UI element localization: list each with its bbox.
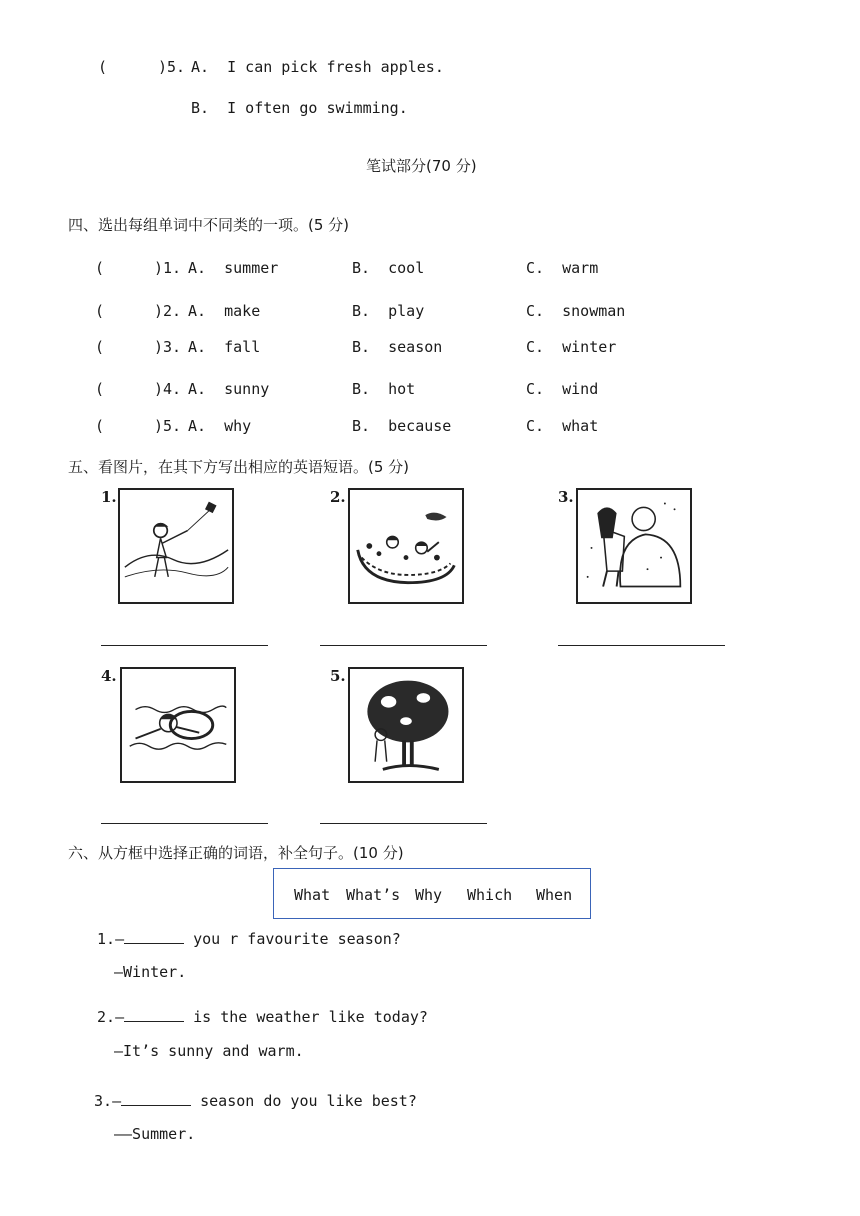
item-number: 1. (97, 930, 116, 948)
answer-text: —It’s sunny and warm. (114, 1042, 304, 1060)
girl-picking-fruit-tree-icon (348, 667, 464, 783)
option-c: C. winter (526, 338, 617, 356)
question-text: you r favourite season? (184, 930, 401, 948)
option-b: B. because (352, 417, 452, 435)
option-b: B. season (352, 338, 443, 356)
word-option: Which (467, 886, 513, 904)
question-text: season do you like best? (191, 1092, 417, 1110)
item-number: 3. (94, 1092, 113, 1110)
kids-playing-in-leaves-icon (348, 488, 464, 604)
fill-blank[interactable] (121, 1090, 191, 1106)
answer-line[interactable] (320, 823, 487, 824)
option-b: B. play (352, 302, 425, 320)
option-c: C. wind (526, 380, 599, 398)
section4-heading: 四、选出每组单词中不同类的一项。(5 分) (68, 216, 350, 234)
option-b: B. hot (352, 380, 416, 398)
picture-number: 1. (101, 488, 117, 506)
row-number: )1. (154, 259, 182, 277)
option-a: A. why (188, 417, 252, 435)
option-b: B. cool (352, 259, 425, 277)
answer-paren-open[interactable]: ( (98, 58, 108, 76)
answer-paren[interactable]: ( (95, 338, 105, 356)
question-line (97, 928, 401, 949)
word-option: What (294, 886, 331, 904)
written-part-title: 笔试部分(70 分) (366, 157, 477, 175)
option-b: B. I often go swimming. (191, 99, 408, 117)
option-c: C. what (526, 417, 599, 435)
word-option: When (536, 886, 573, 904)
option-a: A. make (188, 302, 261, 320)
dash: — (112, 1092, 122, 1110)
section5-heading: 五、看图片，在其下方写出相应的英语短语。(5 分) (68, 458, 410, 476)
picture-number: 3. (558, 488, 574, 506)
option-a: A. I can pick fresh apples. (191, 58, 444, 76)
item-number: 2. (97, 1008, 116, 1026)
option-c: C. snowman (526, 302, 626, 320)
answer-paren[interactable]: ( (95, 417, 105, 435)
word-option: What’s (346, 886, 401, 904)
word-bank-box (273, 868, 591, 919)
row-number: )3. (154, 338, 182, 356)
row-number: )2. (154, 302, 182, 320)
word-option: Why (415, 886, 443, 904)
dash: — (115, 1008, 125, 1026)
answer-line[interactable] (558, 645, 725, 646)
girl-making-snowman-icon (576, 488, 692, 604)
picture-number: 2. (330, 488, 346, 506)
option-a: A. fall (188, 338, 261, 356)
question-number: )5. (158, 58, 186, 76)
row-number: )4. (154, 380, 182, 398)
picture-number: 5. (330, 667, 346, 685)
girl-flying-kite-icon (118, 488, 234, 604)
option-c: C. warm (526, 259, 599, 277)
answer-line[interactable] (101, 823, 268, 824)
option-a: A. summer (188, 259, 279, 277)
dash: — (115, 930, 125, 948)
answer-text: ——Summer. (114, 1125, 196, 1143)
question-text: is the weather like today? (184, 1008, 428, 1026)
question-line (94, 1090, 417, 1111)
row-number: )5. (154, 417, 182, 435)
picture-number: 4. (101, 667, 117, 685)
answer-line[interactable] (101, 645, 268, 646)
answer-line[interactable] (320, 645, 487, 646)
section6-heading: 六、从方框中选择正确的词语，补全句子。(10 分) (68, 844, 404, 862)
answer-paren[interactable]: ( (95, 302, 105, 320)
fill-blank[interactable] (124, 1006, 184, 1022)
option-a: A. sunny (188, 380, 270, 398)
boy-swimming-icon (120, 667, 236, 783)
fill-blank[interactable] (124, 928, 184, 944)
question-line (97, 1006, 428, 1027)
answer-paren[interactable]: ( (95, 259, 105, 277)
answer-text: —Winter. (114, 963, 187, 981)
answer-paren[interactable]: ( (95, 380, 105, 398)
